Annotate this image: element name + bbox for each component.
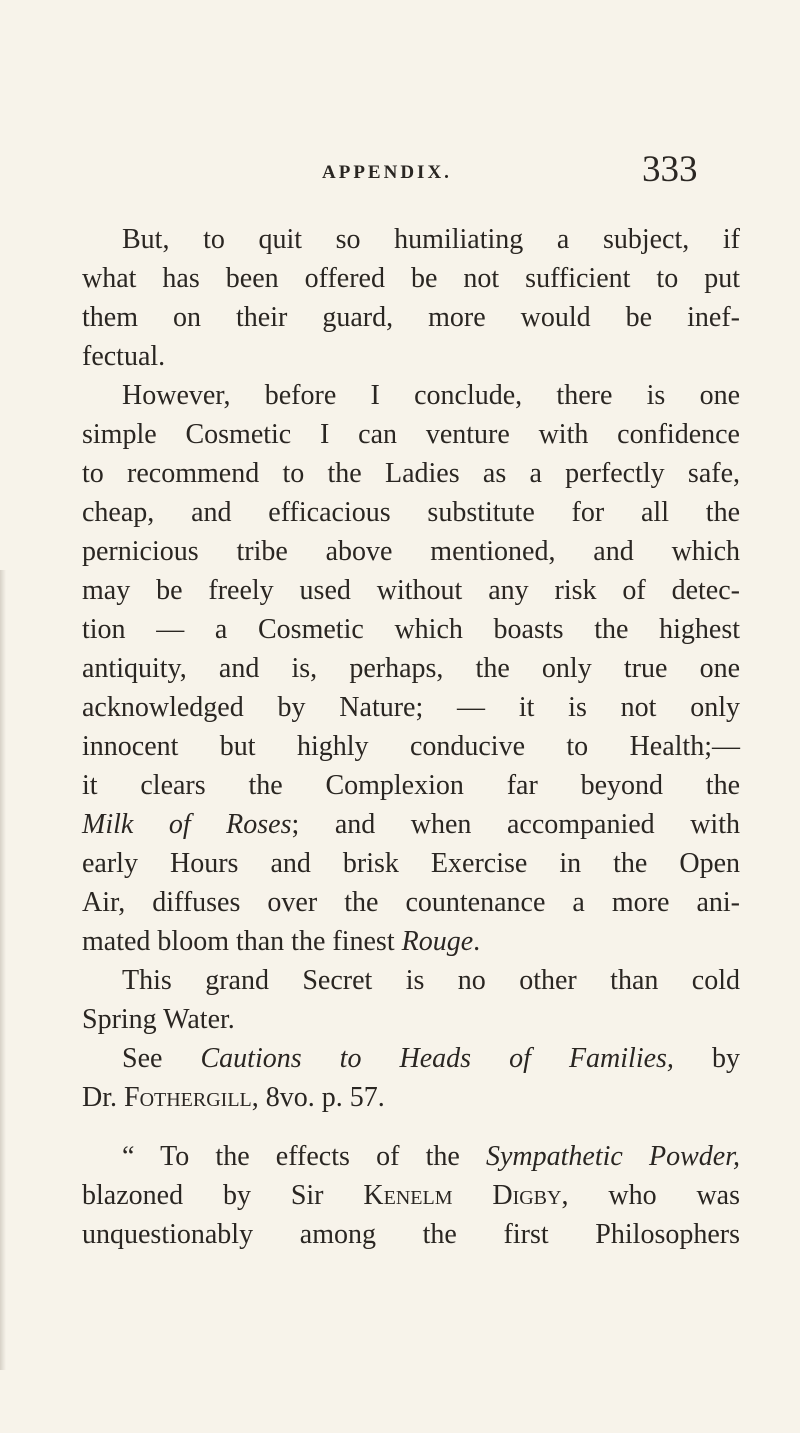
text-line: it clears the Complexion far beyond the [82, 770, 740, 801]
text-line: pernicious tribe above mentioned, and which [82, 536, 740, 567]
quote-line: “ To the effects of the Sympathetic Powder, [122, 1141, 740, 1172]
text-line: However, before I conclude, there is one [122, 380, 740, 411]
text-line: simple Cosmetic I can venture with confidence [82, 419, 740, 450]
text-line: This grand Secret is no other than cold [122, 965, 740, 996]
text-line: early Hours and brisk Exercise in the Open [82, 848, 740, 879]
quote-line: blazoned by Sir Kenelm Digby, who was [82, 1180, 740, 1211]
paragraph-gap [82, 1117, 740, 1137]
page-edge-shadow [0, 570, 6, 1370]
text-line: tion — a Cosmetic which boasts the highest [82, 614, 740, 645]
text-line: what has been offered be not sufficient to put [82, 263, 740, 294]
page-header [0, 149, 800, 198]
text-line: Milk of Roses; and when accompanied with [82, 809, 740, 840]
text-line: innocent but highly conducive to Health;— [82, 731, 740, 762]
italic-phrase: Rouge [401, 926, 474, 957]
italic-title: Cautions to Heads of Families, [200, 1043, 674, 1074]
text-line: them on their guard, more would be inef- [82, 302, 740, 333]
text-line: mated bloom than the finest Rouge. [82, 926, 481, 957]
text-line: antiquity, and is, perhaps, the only true one [82, 653, 740, 684]
text-line: But, to quit so humiliating a subject, if [122, 224, 740, 255]
text-line: fectual. [82, 341, 166, 372]
text-line: acknowledged by Nature; — it is not only [82, 692, 740, 723]
italic-phrase: Milk of Roses [82, 809, 292, 840]
running-head: APPENDIX. [322, 162, 452, 183]
author-name: Fothergill [124, 1082, 252, 1113]
text-line: Spring Water. [82, 1004, 235, 1035]
italic-phrase: Sympathetic Powder, [485, 1141, 740, 1172]
body-text [82, 220, 740, 1254]
text-line: cheap, and efficacious substitute for all the [82, 497, 740, 528]
citation-line: See Cautions to Heads of Families, by [122, 1043, 740, 1074]
quote-line: unquestionably among the first Philosophers [82, 1219, 740, 1250]
text-line: to recommend to the Ladies as a perfectly safe, [82, 458, 740, 489]
text-line: may be freely used without any risk of detec- [82, 575, 740, 606]
text-line: Air, diffuses over the countenance a more ani- [82, 887, 740, 918]
person-name: Kenelm Digby [363, 1180, 562, 1211]
page-number: 333 [642, 149, 698, 190]
citation-line: Dr. Fothergill, 8vo. p. 57. [82, 1082, 385, 1113]
